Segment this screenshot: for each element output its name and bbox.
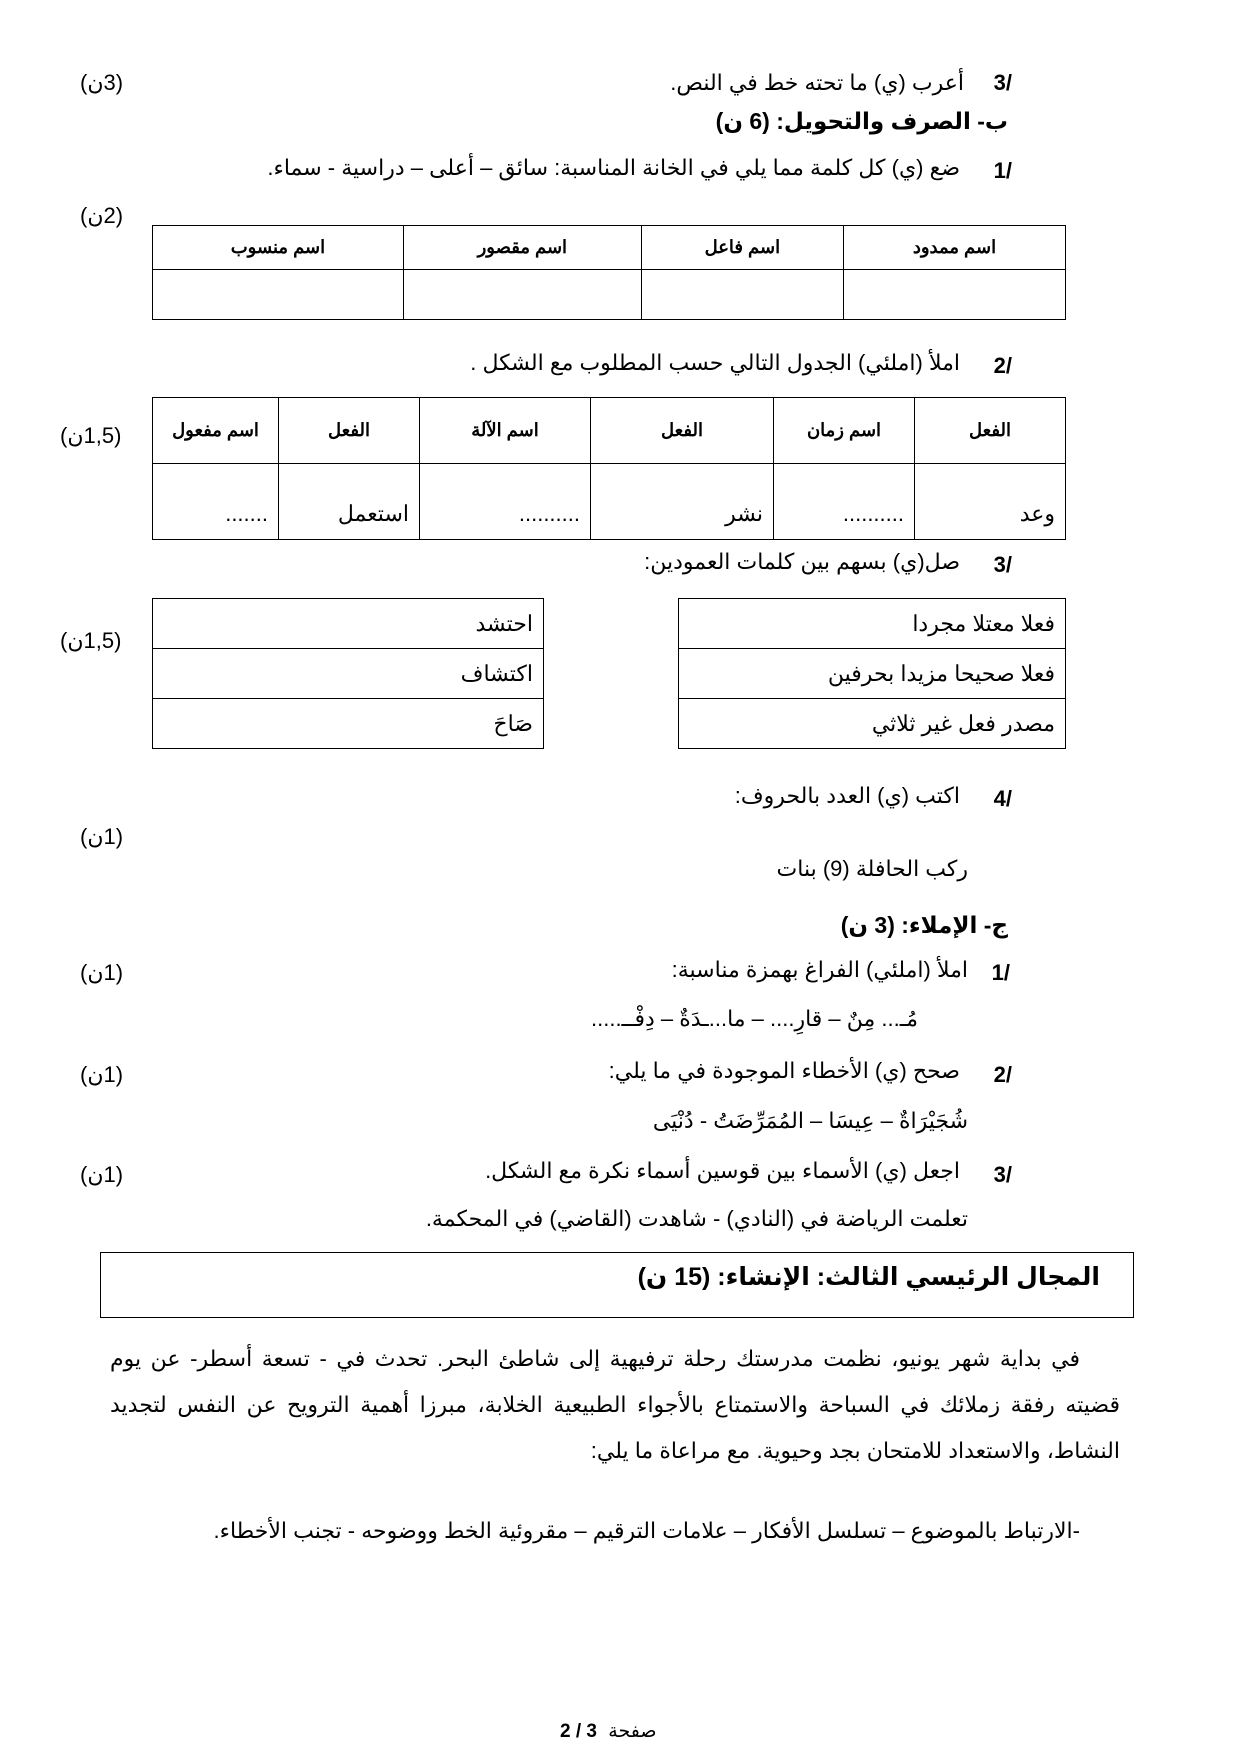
b-q2-header: اسم زمان [774, 398, 915, 464]
b-q1-answer-cell[interactable] [843, 270, 1065, 320]
b-q2-cell: نشر [591, 464, 774, 540]
b-q3-right-item[interactable]: فعلا معتلا مجردا [679, 599, 1066, 649]
q3-number: 3/ [993, 70, 1012, 95]
b-q3-points: (1,5ن) [60, 628, 122, 653]
b-q3-text: صل(ي) بسهم بين كلمات العمودين: [644, 549, 960, 574]
page-footer [560, 1720, 656, 1743]
b-q2-table [152, 397, 1066, 540]
c-q1-points: (1ن) [80, 960, 124, 985]
b-q3-right-item[interactable]: مصدر فعل غير ثلاثي [679, 699, 1066, 749]
c-q3-text: اجعل (ي) الأسماء بين قوسين أسماء نكرة مع الشكل. [485, 1158, 960, 1183]
c-q2-text: صحح (ي) الأخطاء الموجودة في ما يلي: [608, 1058, 960, 1083]
b-q1-answer-cell[interactable] [153, 270, 404, 320]
b-q2-header: الفعل [915, 398, 1066, 464]
b-q4-text: اكتب (ي) العدد بالحروف: [734, 783, 960, 808]
section-3-title: المجال الرئيسي الثالث: الإنشاء: (15 ن) [637, 1263, 1100, 1291]
b-q1-answer-cell[interactable] [641, 270, 843, 320]
b-q2-cell: وعد [915, 464, 1066, 540]
c-q1-number: 1/ [991, 960, 1010, 985]
page-number: 2 / 3 [560, 1721, 597, 1742]
c-q1-text: املأ (املئي) الفراغ بهمزة مناسبة: [671, 957, 968, 982]
c-q3-sentence: تعلمت الرياضة في (النادي) - شاهدت (القاضي) في المحكمة. [425, 1206, 968, 1231]
b-q4-sentence: ركب الحافلة (9) بنات [776, 856, 968, 881]
b-q2-points: (1,5ن) [60, 423, 122, 448]
section-b-title: ب- الصرف والتحويل: (6 ن) [715, 108, 1008, 134]
b-q3-right-column [678, 598, 1066, 749]
b-q3-left-column [152, 598, 544, 749]
b-q2-cell[interactable]: .......... [420, 464, 591, 540]
b-q1-header: اسم ممدود [843, 226, 1065, 270]
q3-points: (3ن) [80, 70, 124, 95]
c-q2-number: 2/ [993, 1062, 1012, 1087]
c-q2-words: شُجَيْرَاةٌ – عِيسَا – المُمَرِّضَتُ - دُنْيَى [652, 1108, 968, 1133]
b-q1-header: اسم مقصور [403, 226, 641, 270]
b-q1-answer-cell[interactable] [403, 270, 641, 320]
b-q1-number: 1/ [993, 158, 1012, 183]
b-q3-number: 3/ [993, 552, 1012, 577]
b-q2-number: 2/ [993, 353, 1012, 378]
section-c-title: ج- الإملاء: (3 ن) [840, 912, 1008, 938]
c-q3-number: 3/ [993, 1162, 1012, 1187]
b-q3-right-item[interactable]: فعلا صحيحا مزيدا بحرفين [679, 649, 1066, 699]
b-q3-left-item[interactable]: احتشد [153, 599, 544, 649]
b-q1-header: اسم منسوب [153, 226, 404, 270]
b-q1-table [152, 225, 1066, 320]
b-q4-number: 4/ [993, 786, 1012, 811]
b-q2-header: الفعل [279, 398, 420, 464]
page-label: صفحة [608, 1721, 657, 1742]
b-q2-cell: استعمل [279, 464, 420, 540]
c-q2-points: (1ن) [80, 1062, 124, 1087]
b-q2-cell[interactable]: .......... [774, 464, 915, 540]
essay-criteria: -الارتباط بالموضوع – تسلسل الأفكار – علامات الترقيم – مقروئية الخط ووضوحه - تجنب الأخطاء. [213, 1518, 1080, 1543]
b-q1-text: ضع (ي) كل كلمة مما يلي في الخانة المناسبة: سائق – أعلى – دراسية - سماء. [267, 155, 960, 180]
essay-paragraph: في بداية شهر يونيو، نظمت مدرستك رحلة ترفيهية إلى شاطئ البحر. تحدث في - تسعة أسطر- عن يوم قضيته رفقة زملائك في السباحة والاستمتاع بالأجواء الطبيعية الخلابة، مبرزا أهمية الترويح عن النفس لتجديد النشاط، والاستعداد للامتحان بجد وحيوية. مع مراعاة ما يلي: [110, 1346, 1120, 1463]
b-q2-header: اسم مفعول [153, 398, 279, 464]
b-q1-points: (2ن) [80, 203, 124, 228]
c-q1-words: مُـ... مِنٌ – قارِ.... – ما...ـدَةٌ – دِفْــ..... [591, 1006, 918, 1031]
b-q2-cell[interactable]: ....... [153, 464, 279, 540]
b-q2-text: املأ (املئي) الجدول التالي حسب المطلوب مع الشكل . [470, 350, 960, 375]
b-q2-header: اسم الآلة [420, 398, 591, 464]
b-q3-left-item[interactable]: اكتشاف [153, 649, 544, 699]
b-q3-left-item[interactable]: صَاحَ [153, 699, 544, 749]
c-q3-points: (1ن) [80, 1162, 124, 1187]
b-q4-points: (1ن) [80, 824, 124, 849]
b-q1-header: اسم فاعل [641, 226, 843, 270]
q3-text: أعرب (ي) ما تحته خط في النص. [670, 70, 964, 95]
b-q2-header: الفعل [591, 398, 774, 464]
